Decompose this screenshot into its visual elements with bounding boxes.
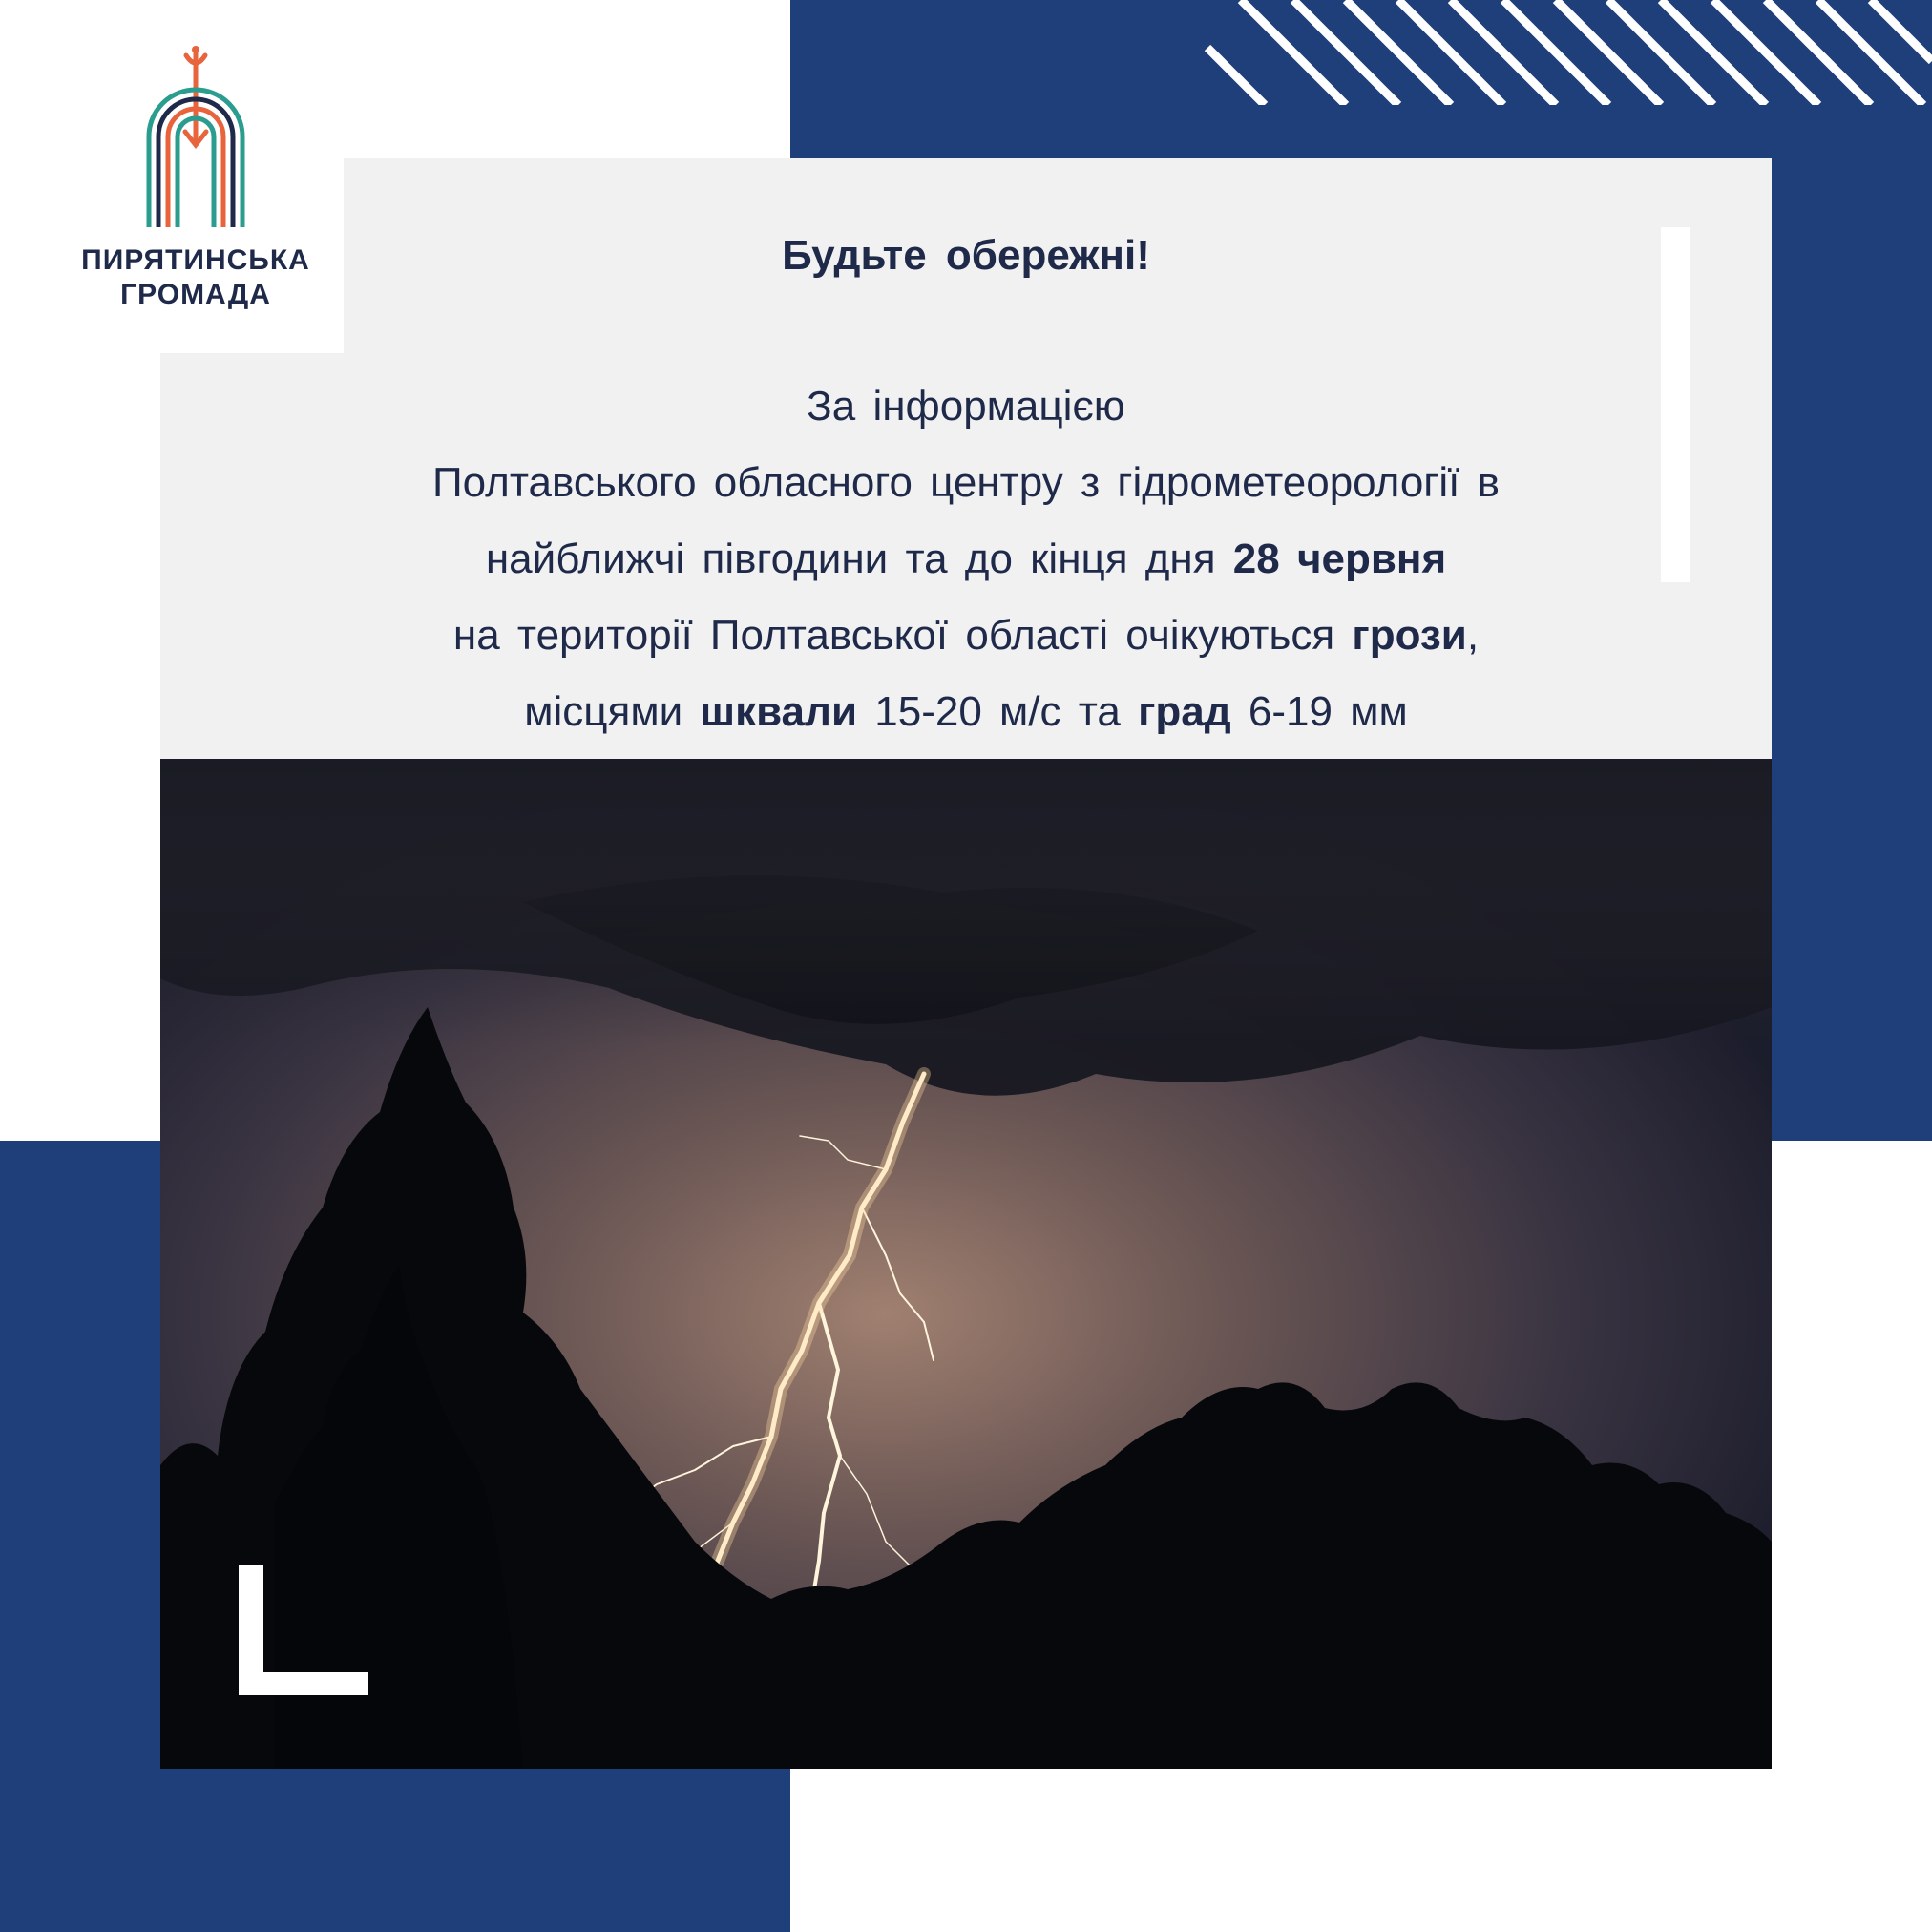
squall-highlight: шквали [700,688,858,735]
line4-text: на території Полтавської області очікуються [452,612,1353,659]
notice-line-1: За інформацією [807,383,1125,430]
thunderstorm-highlight: грози [1352,612,1467,659]
line5-end: 6-19 мм [1230,688,1408,735]
date-highlight: 28 червня [1232,536,1447,582]
notice-title: Будьте обережні! [782,232,1150,279]
logo-line-1: ПИРЯТИНСЬКА [81,244,310,276]
notice-line-2: Полтавського обласного центру з гідрометеорології в [432,459,1500,506]
corner-l-mark [239,1565,368,1695]
diagonal-stripes-decoration [1198,0,1932,105]
notice-line-4 [160,598,1772,674]
lightning-storm-photo [160,759,1772,1769]
line5-mid: 15-20 м/с та [857,688,1139,735]
line3-text: найближчі півгодини та до кінця дня [485,536,1233,582]
logo-line-2: ГРОМАДА [120,279,271,310]
notice-line-5 [160,674,1772,750]
notice-line-3 [160,521,1772,598]
line5-text: місцями [524,688,701,735]
notice-text [160,218,1772,827]
trident-arch-icon [143,46,248,232]
hail-highlight: град [1138,688,1231,735]
line4-comma: , [1466,612,1480,659]
